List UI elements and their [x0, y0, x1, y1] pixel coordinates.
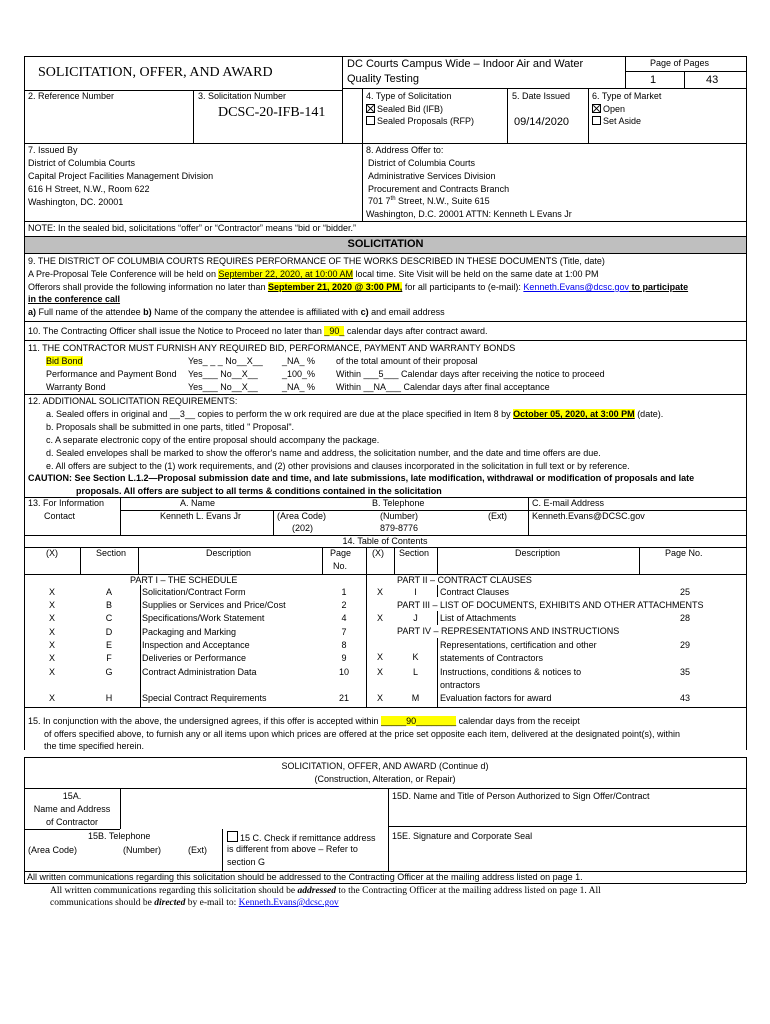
toc-mark: X: [376, 587, 383, 597]
issued-by-line: Capital Project Facilities Management Division: [28, 171, 214, 181]
project-title-line-2: Quality Testing: [347, 73, 419, 85]
toc-section: A: [105, 587, 112, 597]
address-line: Washington, D.C. 20001 ATTN: Kenneth L Evans Jr: [366, 209, 572, 219]
toc-description: Specifications/Work Statement: [142, 613, 265, 623]
bond-name: Warranty Bond: [46, 382, 106, 392]
email-label: C. E-mail Address: [532, 498, 605, 508]
address-offer-label: 8. Address Offer to:: [366, 145, 444, 155]
toc-description: Evaluation factors for award: [440, 693, 552, 703]
toc-page: 35: [680, 667, 691, 677]
toc-section: J: [413, 613, 418, 623]
toc-page: 28: [680, 613, 691, 623]
toc-description: Instructions, conditions & notices to: [440, 667, 582, 677]
toc-description: Inspection and Acceptance: [142, 640, 250, 650]
toc-description: Representations, certification and other: [440, 640, 597, 650]
sealed-proposals-option[interactable]: Sealed Proposals (RFP): [366, 116, 474, 127]
toc-mark: X: [376, 613, 383, 623]
toc-section: H: [105, 693, 113, 703]
issued-by-line: District of Columbia Courts: [28, 158, 136, 168]
toc-page: 2: [341, 600, 347, 610]
checkbox-icon[interactable]: [592, 116, 601, 125]
contractor-label: of Contractor: [45, 817, 99, 827]
toc-header-description: Description: [206, 548, 252, 558]
participant-info-deadline: Offerors shall provide the following information no later than September 21, 2020 @ 3:00 PM, for all participants to (e-mail): Kenneth.Evans@dcsc.gov to participate: [28, 282, 689, 292]
toc-header-page-no: No.: [333, 561, 348, 571]
bond-yes-no: Yes___ No__X__: [188, 382, 258, 392]
for-information-label: 13. For Information: [28, 498, 105, 508]
toc-mark: X: [48, 667, 55, 677]
section-15-line-2: of offers specified above, to furnish any or all items upon which prices are offered at the price set opposite each item, delivered at the designated point(s), within: [44, 729, 681, 739]
signature-label: 15E. Signature and Corporate Seal: [392, 831, 533, 841]
toc-description: List of Attachments: [440, 613, 517, 623]
toc-header-x: (X): [372, 548, 384, 558]
toc-section: K: [412, 652, 419, 662]
ext-label: (Ext): [488, 511, 507, 521]
toc-part-1: PART I – THE SCHEDULE: [130, 575, 238, 585]
conference-call-text: in the conference call: [28, 294, 121, 304]
requirement-e: e. All offers are subject to the (1) work requirements, and (2) other provisions and clauses incorporated in the solicitation in full text or by reference.: [46, 461, 630, 471]
toc-title: 14. Table of Contents: [342, 536, 428, 546]
bond-description: Within __NA___ Calendar days after final acceptance: [336, 382, 550, 392]
toc-mark: X: [376, 652, 383, 662]
address-line: Administrative Services Division: [368, 171, 496, 181]
toc-header-x: (X): [46, 548, 58, 558]
telephone-label: 15B. Telephone: [88, 831, 151, 841]
bond-description: of the total amount of their proposal: [336, 356, 478, 366]
solicitation-number-label: 3. Solicitation Number: [198, 91, 287, 101]
offer-subtitle: (Construction, Alteration, or Repair): [314, 774, 456, 784]
email-link[interactable]: Kenneth.Evans@dcsc.gov: [523, 282, 630, 292]
toc-page: 29: [680, 640, 691, 650]
issued-by-line: Washington, DC. 20001: [28, 197, 124, 207]
set-aside-option[interactable]: Set Aside: [592, 116, 641, 127]
checkbox-icon[interactable]: [227, 831, 238, 842]
toc-header-description: Description: [515, 548, 561, 558]
solicitation-number: DCSC-20-IFB-141: [218, 105, 326, 120]
toc-section: B: [105, 600, 112, 610]
address-line: Procurement and Contracts Branch: [368, 184, 510, 194]
section-15-line-3: the time specified herein.: [44, 741, 145, 751]
bond-value: _100_%: [282, 369, 316, 379]
offer-title: SOLICITATION, OFFER, AND AWARD (Continue d): [281, 761, 489, 771]
reference-number-label: 2. Reference Number: [28, 91, 115, 101]
pre-proposal-conference: A Pre-Proposal Tele Conference will be held on September 22, 2020, at 10:00 AM local time. Site Visit will be held on the same date at 1:00 PM: [28, 269, 599, 279]
requirement-d: d. Sealed envelopes shall be marked to show the offeror's name and address, the solicitation number, and the date and time offers are due.: [46, 448, 601, 458]
bond-name: Performance and Payment Bond: [46, 369, 177, 379]
page-number: 1: [650, 74, 657, 86]
toc-mark: X: [376, 693, 383, 703]
bond-value: _NA_ %: [282, 382, 316, 392]
contractor-label: 15A.: [62, 791, 82, 801]
toc-section: D: [105, 627, 113, 637]
remittance-text: is different from above – Refer to: [227, 844, 358, 854]
caution-text: proposals. All offers are subject to all terms & conditions contained in the solicitation: [76, 486, 442, 496]
requirement-c: c. A separate electronic copy of the entire proposal should accompany the package.: [46, 435, 380, 445]
section-12-title: 12. ADDITIONAL SOLICITATION REQUIREMENTS:: [28, 396, 238, 406]
toc-mark: X: [48, 653, 55, 663]
toc-mark: X: [376, 667, 383, 677]
toc-header-page-no: Page No.: [665, 548, 703, 558]
bond-description: Within ___5___ Calendar days after receiving the notice to proceed: [336, 369, 605, 379]
page-of-pages-label: Page of Pages: [650, 58, 710, 68]
form-title: SOLICITATION, OFFER, AND AWARD: [38, 65, 273, 80]
toc-header-section: Section: [399, 548, 430, 558]
toc-description: Solicitation/Contract Form: [142, 587, 246, 597]
address-line: 701 7th Street, N.W., Suite 615: [368, 196, 490, 206]
number-label: (Number): [123, 845, 162, 855]
toc-mark: X: [48, 640, 55, 650]
toc-part-2: PART II – CONTRACT CLAUSES: [397, 575, 532, 585]
name-label: A. Name: [180, 498, 216, 508]
sealed-bid-option[interactable]: Sealed Bid (IFB): [366, 104, 443, 115]
bond-value: _NA_ %: [282, 356, 316, 366]
toc-page: 4: [341, 613, 347, 623]
total-pages: 43: [706, 74, 719, 86]
caution-text: CAUTION: See Section L.1.2—Proposal submission date and time, and late submissions, late modification, withdrawal or modification of proposals and late: [28, 473, 695, 483]
toc-section: I: [414, 587, 417, 597]
toc-section: L: [412, 667, 418, 677]
toc-mark: X: [48, 613, 55, 623]
toc-section: E: [105, 640, 112, 650]
checkbox-icon[interactable]: [366, 116, 375, 125]
toc-page: 9: [341, 653, 347, 663]
toc-page: 21: [338, 693, 349, 703]
bond-yes-no: Yes_ _ _ No__X__: [188, 356, 263, 366]
toc-mark: X: [48, 587, 55, 597]
contractor-label: Name and Address: [33, 804, 111, 814]
footer-paragraph-line-2: communications should be directed by e-mail to: Kenneth.Evans@dcsc.gov: [50, 898, 339, 908]
bond-yes-no: Yes___ No__X__: [188, 369, 258, 379]
toc-page: 25: [680, 587, 691, 597]
section-15-line-1: 15. In conjunction with the above, the undersigned agrees, if this offer is accepted within _____90________ calendar days from the receipt: [28, 716, 580, 726]
contact-email: Kenneth.Evans@DCSC.gov: [532, 511, 645, 521]
toc-section: C: [105, 613, 113, 623]
checked-box-icon[interactable]: [592, 104, 601, 113]
toc-page: 8: [341, 640, 347, 650]
toc-description: Packaging and Marking: [142, 627, 237, 637]
phone-number: 879-8776: [380, 523, 419, 533]
contact-name: Kenneth L. Evans Jr: [160, 511, 242, 521]
date-issued-label: 5. Date Issued: [512, 91, 571, 101]
section-10-notice-to-proceed: 10. The Contracting Officer shall issue the Notice to Proceed no later than _90_ calendar days after contract award.: [28, 326, 488, 336]
toc-page: 43: [680, 693, 691, 703]
checked-box-icon[interactable]: [366, 104, 375, 113]
project-title-line-1: DC Courts Campus Wide – Indoor Air and Water: [347, 58, 584, 70]
telephone-label: B. Telephone: [372, 498, 425, 508]
open-market-option[interactable]: Open: [592, 104, 625, 115]
market-type-label: 6. Type of Market: [592, 91, 662, 101]
toc-header-page: Page: [330, 548, 352, 558]
section-9-title: 9. THE DISTRICT OF COLUMBIA COURTS REQUIRES PERFORMANCE OF THE WORKS DESCRIBED IN THESE DOCUMENTS (Title, date): [28, 256, 605, 266]
toc-section: F: [106, 653, 112, 663]
communications-note: All written communications regarding this solicitation should be addressed to the Contracting Officer at the mailing address listed on page 1.: [27, 872, 583, 882]
requirement-a: a. Sealed offers in original and __3__ copies to perform the w ork required are due at the place specified in Item 8 by October 05, 2020, at 3:00 PM (date).: [46, 409, 664, 419]
toc-part-4: PART IV – REPRESENTATIONS AND INSTRUCTIONS: [397, 626, 620, 636]
toc-header-section: Section: [96, 548, 127, 558]
requirement-b: b. Proposals shall be submitted in one parts, titled " Proposal".: [46, 422, 295, 432]
footer-paragraph-line-1: All written communications regarding this solicitation should be addressed to the Contracting Officer at the mailing address listed on page 1. All: [50, 886, 601, 896]
toc-description: Contract Clauses: [440, 587, 510, 597]
toc-page: 10: [338, 667, 349, 677]
toc-description: Deliveries or Performance: [142, 653, 247, 663]
area-code-label: (Area Code): [277, 511, 327, 521]
address-line: District of Columbia Courts: [368, 158, 476, 168]
area-code-label: (Area Code): [28, 845, 78, 855]
toc-description: Special Contract Requirements: [142, 693, 267, 703]
toc-section: G: [105, 667, 113, 677]
solicitation-heading: SOLICITATION: [347, 238, 424, 250]
authorized-person-label: 15D. Name and Title of Person Authorized to Sign Offer/Contract: [392, 791, 650, 801]
toc-description: Supplies or Services and Price/Cost: [142, 600, 286, 610]
section-11-title: 11. THE CONTRACTOR MUST FURNISH ANY REQUIRED BID, PERFORMANCE, PAYMENT AND WARRANTY BONDS: [28, 343, 516, 353]
sealed-bid-note: NOTE: In the sealed bid, solicitations “offer” or “Contractor” means “bid or “bidder.”: [28, 223, 356, 233]
remittance-checkbox[interactable]: 15 C. Check if remittance address: [227, 831, 376, 844]
issued-by-line: 616 H Street, N.W., Room 622: [28, 184, 150, 194]
footer-email-link[interactable]: Kenneth.Evans@dcsc.gov: [238, 898, 339, 908]
toc-mark: X: [48, 693, 55, 703]
date-issued: 09/14/2020: [514, 116, 570, 128]
toc-page: 1: [341, 587, 347, 597]
area-code: (202): [292, 523, 314, 533]
toc-description: ontractors: [440, 680, 481, 690]
toc-page: 7: [341, 627, 347, 637]
ext-label: (Ext): [188, 845, 207, 855]
toc-mark: X: [48, 627, 55, 637]
contact-label: Contact: [44, 511, 76, 521]
toc-section: M: [411, 693, 420, 703]
toc-part-3: PART III – LIST OF DOCUMENTS, EXHIBITS AND OTHER ATTACHMENTS: [397, 600, 704, 610]
issued-by-label: 7. Issued By: [28, 145, 78, 155]
toc-description: statements of Contractors: [440, 653, 544, 663]
solicitation-type-label: 4. Type of Solicitation: [366, 91, 452, 101]
toc-description: Contract Administration Data: [142, 667, 257, 677]
bond-name: Bid Bond: [46, 356, 83, 366]
attendee-requirements: a) Full name of the attendee b) Name of the company the attendee is affiliated with c) and email address: [28, 307, 445, 317]
remittance-text: section G: [227, 857, 266, 867]
toc-mark: X: [48, 600, 55, 610]
number-label: (Number): [380, 511, 419, 521]
